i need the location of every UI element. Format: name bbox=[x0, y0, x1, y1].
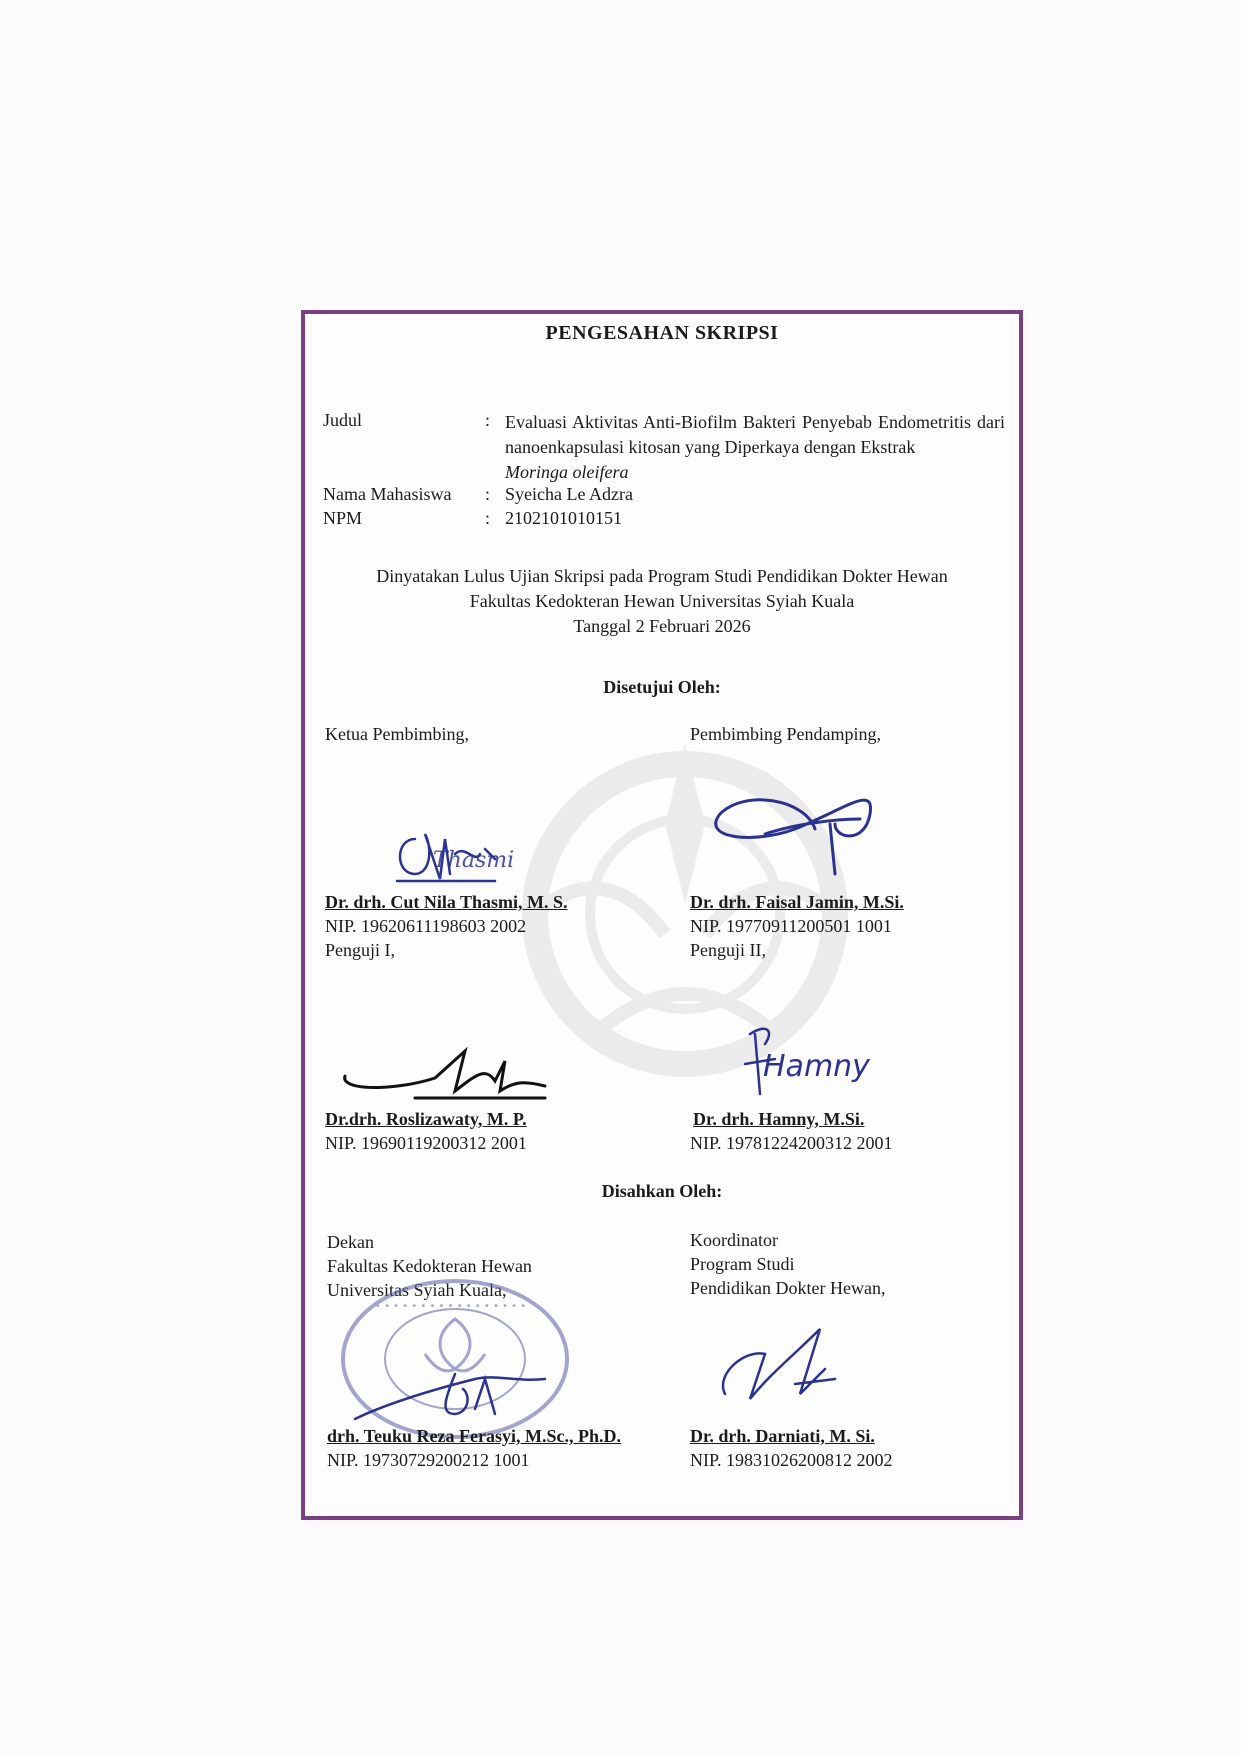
koordinator-role-1: Koordinator bbox=[690, 1230, 778, 1250]
endorsed-heading: Disahkan Oleh: bbox=[601, 1181, 723, 1201]
pendamping-name: Dr. drh. Faisal Jamin, M.Si. bbox=[690, 892, 904, 912]
statement-date: Tanggal 2 Februari 2026 bbox=[573, 616, 751, 636]
approval-page-frame bbox=[301, 310, 1023, 1520]
signature-penguji2-script: Hamny bbox=[763, 1049, 870, 1084]
judul-line-3: Moringa oleifera bbox=[505, 462, 629, 482]
dekan-role-2: Fakultas Kedokteran Hewan bbox=[327, 1256, 532, 1276]
penguji1-nip: NIP. 19690119200312 2001 bbox=[325, 1133, 527, 1153]
judul-value bbox=[505, 410, 1005, 485]
signature-koordinator bbox=[705, 1314, 865, 1424]
statement-line-1: Dinyatakan Lulus Ujian Skripsi pada Program Studi Pendidikan Dokter Hewan bbox=[376, 566, 948, 586]
signature-ketua bbox=[385, 819, 525, 894]
dekan-name: drh. Teuku Reza Ferasyi, M.Sc., Ph.D. bbox=[327, 1426, 622, 1446]
judul-colon: : bbox=[485, 410, 491, 430]
dekan-role-1: Dekan bbox=[327, 1232, 374, 1252]
koordinator-role-3: Pendidikan Dokter Hewan, bbox=[690, 1278, 886, 1298]
ketua-nip: NIP. 19620611198603 2002 bbox=[325, 916, 527, 936]
approved-heading: Disetujui Oleh: bbox=[603, 677, 721, 697]
judul-line-1: Evaluasi Aktivitas Anti-Biofilm Bakteri Penyebab Endometritis bbox=[505, 412, 972, 432]
signature-pendamping bbox=[685, 769, 885, 884]
nama-colon: : bbox=[485, 484, 491, 504]
npm-value: 2102101010151 bbox=[505, 508, 622, 528]
npm-colon: : bbox=[485, 508, 491, 528]
pendamping-nip: NIP. 19770911200501 1001 bbox=[690, 916, 892, 936]
judul-line-2: dari nanoenkapsulasi kitosan yang Diperkaya dengan Ekstrak bbox=[505, 412, 1006, 457]
koordinator-role-2: Program Studi bbox=[690, 1254, 795, 1274]
dekan-role-3: Universitas Syiah Kuala, bbox=[327, 1280, 507, 1300]
signature-ketua-script: Thasmi bbox=[433, 848, 515, 873]
pendamping-role: Pembimbing Pendamping, bbox=[690, 724, 881, 744]
svg-text:• • • • • • • • • • • • • • •: • • • • • • • • • • • • • • • • • bbox=[375, 1301, 527, 1312]
penguji1-role: Penguji I, bbox=[325, 940, 395, 960]
koordinator-nip: NIP. 19831026200812 2002 bbox=[690, 1450, 893, 1470]
penguji2-role: Penguji II, bbox=[690, 940, 766, 960]
ketua-role: Ketua Pembimbing, bbox=[325, 724, 469, 744]
nama-label: Nama Mahasiswa bbox=[323, 484, 452, 504]
judul-label: Judul bbox=[323, 410, 363, 430]
penguji2-nip: NIP. 19781224200312 2001 bbox=[690, 1133, 893, 1153]
koordinator-name: Dr. drh. Darniati, M. Si. bbox=[690, 1426, 875, 1446]
signature-penguji1 bbox=[335, 1036, 555, 1111]
penguji1-name: Dr.drh. Roslizawaty, M. P. bbox=[325, 1109, 527, 1129]
page-title: PENGESAHAN SKRIPSI bbox=[545, 322, 779, 344]
penguji2-name: Dr. drh. Hamny, M.Si. bbox=[693, 1109, 865, 1129]
dekan-nip: NIP. 19730729200212 1001 bbox=[327, 1450, 530, 1470]
ketua-name: Dr. drh. Cut Nila Thasmi, M. S. bbox=[325, 892, 568, 912]
statement-line-2: Fakultas Kedokteran Hewan Universitas Syiah Kuala bbox=[469, 591, 855, 611]
signature-penguji2 bbox=[735, 1014, 875, 1109]
nama-value: Syeicha Le Adzra bbox=[505, 484, 633, 504]
npm-label: NPM bbox=[323, 508, 363, 528]
